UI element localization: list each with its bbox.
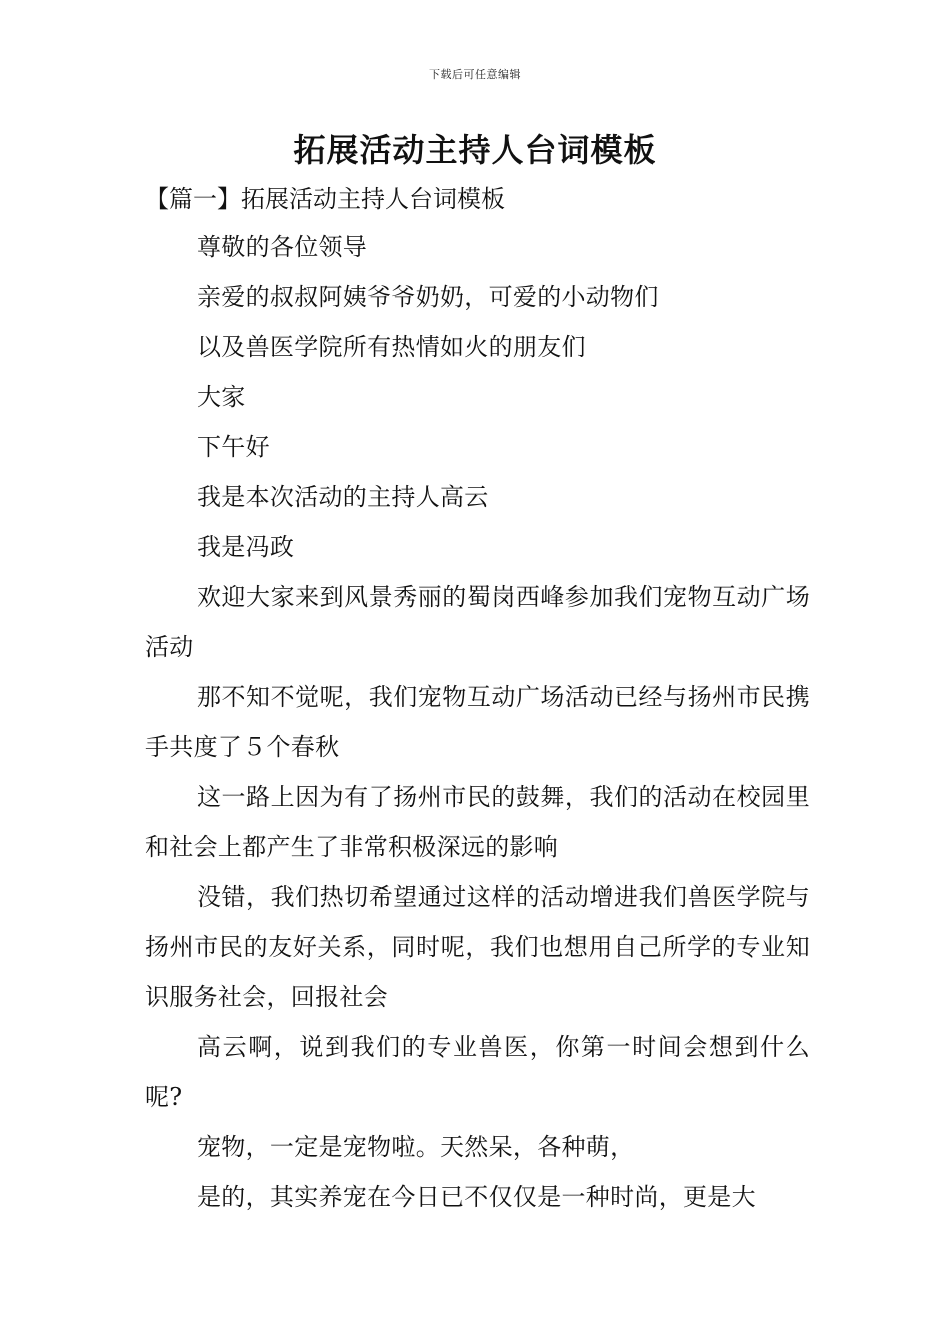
paragraph: 这一路上因为有了扬州市民的鼓舞，我们的活动在校园里和社会上都产生了非常积极深远的影响 — [145, 783, 810, 861]
paragraph: 大家 — [197, 383, 246, 411]
paragraph: 我是冯政 — [197, 533, 295, 561]
paragraph: 是的，其实养宠在今日已不仅仅是一种时尚，更是大 — [197, 1183, 756, 1211]
paragraph: 那不知不觉呢，我们宠物互动广场活动已经与扬州市民携手共度了５个春秋 — [145, 683, 810, 761]
header-note: 下载后可任意编辑 — [429, 68, 521, 81]
paragraph: 以及兽医学院所有热情如火的朋友们 — [197, 333, 586, 361]
document-title: 拓展活动主持人台词模板 — [293, 131, 657, 169]
paragraph: 尊敬的各位领导 — [197, 233, 368, 261]
paragraph: 高云啊，说到我们的专业兽医，你第一时间会想到什么呢? — [145, 1033, 810, 1111]
paragraph: 没错，我们热切希望通过这样的活动增进我们兽医学院与扬州市民的友好关系，同时呢，我们也想用自己所学的专业知识服务社会，回报社会 — [145, 883, 810, 1011]
paragraph: 我是本次活动的主持人高云 — [197, 483, 489, 511]
paragraph: 亲爱的叔叔阿姨爷爷奶奶，可爱的小动物们 — [197, 283, 659, 311]
paragraph: 宠物，一定是宠物啦。天然呆，各种萌， — [197, 1133, 635, 1161]
paragraph: 欢迎大家来到风景秀丽的蜀岗西峰参加我们宠物互动广场活动 — [145, 583, 810, 661]
paragraph: 下午好 — [197, 433, 270, 461]
body-text — [145, 222, 810, 1222]
section-heading: 【篇一】拓展活动主持人台词模板 — [145, 185, 505, 213]
